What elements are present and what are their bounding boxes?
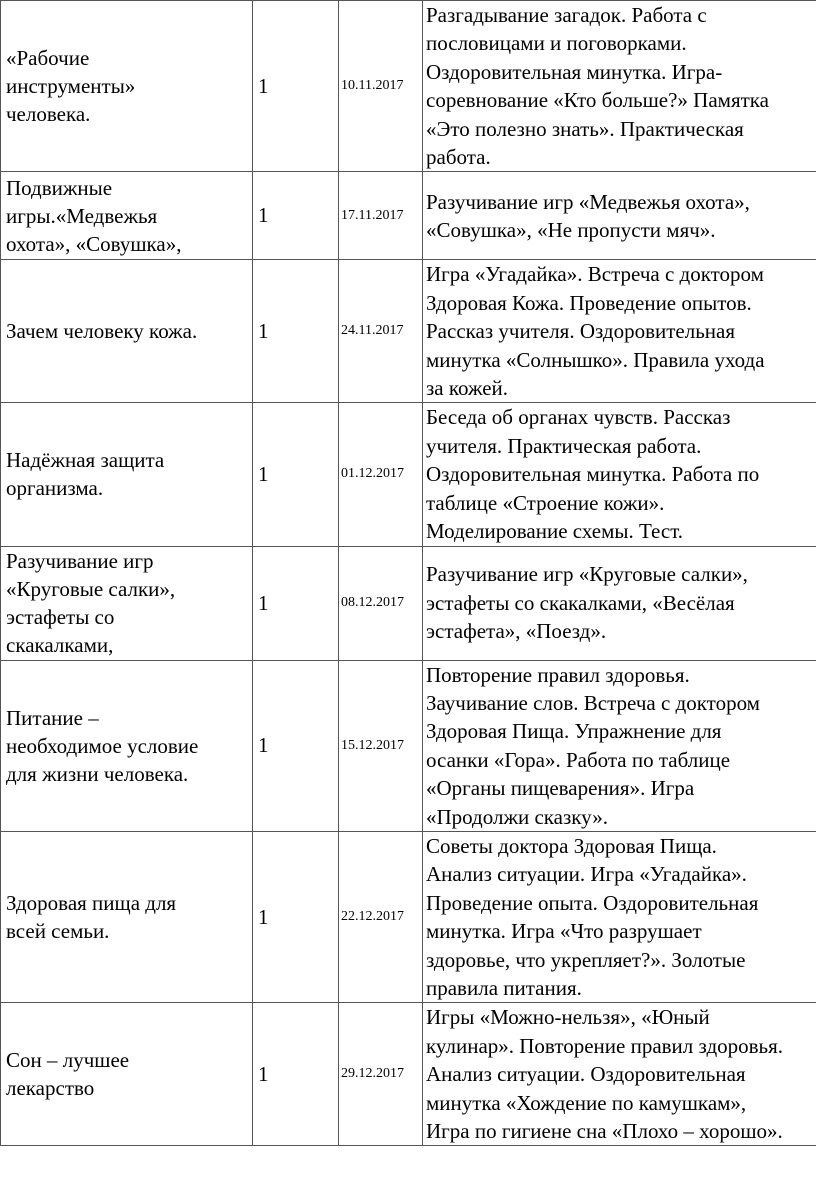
content-line: минутка «Хождение по камушкам», xyxy=(426,1090,747,1115)
content-line: Проведение опыта. Оздоровительная xyxy=(426,890,759,915)
content-cell xyxy=(423,831,816,1002)
content-cell xyxy=(423,260,816,403)
topic-cell xyxy=(1,1003,253,1146)
content-line: кулинар». Повторение правил здоровья. xyxy=(426,1033,784,1058)
topic-cell xyxy=(1,831,253,1002)
topic-cell xyxy=(1,660,253,831)
content-line: «Совушка», «Не пропусти мяч». xyxy=(426,217,716,242)
topic-line: инструменты» xyxy=(6,74,136,99)
content-line: таблице «Строение кожи». xyxy=(426,490,665,515)
hours-cell: 1 xyxy=(253,831,339,1002)
content-line: Игра по гигиене сна «Плохо – хорошо». xyxy=(426,1119,783,1143)
hours-cell: 1 xyxy=(253,403,339,546)
topic-line: Здоровая пища для xyxy=(6,891,177,916)
topic-cell xyxy=(1,403,253,546)
content-line: Беседа об органах чувств. Рассказ xyxy=(426,405,731,430)
content-line: за кожей. xyxy=(426,376,509,401)
content-cell xyxy=(423,546,816,660)
content-line: Повторение правил здоровья. xyxy=(426,662,690,687)
content-line: Советы доктора Здоровая Пища. xyxy=(426,833,717,858)
content-cell xyxy=(423,403,816,546)
topic-line: организма. xyxy=(6,476,104,501)
topic-line: необходимое условие xyxy=(6,733,199,758)
table-row xyxy=(1,831,816,1002)
date-cell: 17.11.2017 xyxy=(339,172,423,260)
topic-cell xyxy=(1,260,253,403)
date-cell: 10.11.2017 xyxy=(339,1,423,172)
hours-cell: 1 xyxy=(253,1003,339,1146)
content-line: Здоровая Кожа. Проведение опытов. xyxy=(426,290,752,315)
topic-line: человека. xyxy=(6,102,91,127)
topic-cell xyxy=(1,172,253,260)
content-cell xyxy=(423,1,816,172)
topic-line: Подвижные xyxy=(6,175,113,200)
content-line: Моделирование схемы. Тест. xyxy=(426,519,684,544)
hours-cell: 1 xyxy=(253,172,339,260)
content-cell xyxy=(423,1003,816,1146)
date-cell: 24.11.2017 xyxy=(339,260,423,403)
content-line: работа. xyxy=(426,145,491,170)
table-row xyxy=(1,1,816,172)
topic-line: Разучивание игр xyxy=(6,549,154,573)
content-cell xyxy=(423,172,816,260)
hours-cell: 1 xyxy=(253,660,339,831)
hours-cell: 1 xyxy=(253,1,339,172)
hours-cell: 1 xyxy=(253,260,339,403)
table-row xyxy=(1,660,816,831)
content-cell xyxy=(423,660,816,831)
topic-line: всей семьи. xyxy=(6,919,110,944)
content-line: Анализ ситуации. Игра «Угадайка». xyxy=(426,862,747,887)
topic-line: Надёжная защита xyxy=(6,448,165,473)
content-line: «Продолжи сказку». xyxy=(426,804,608,829)
topic-line: Зачем человеку кожа. xyxy=(6,319,198,344)
table-row xyxy=(1,260,816,403)
content-line: Заучивание слов. Встреча с доктором xyxy=(426,690,760,715)
content-line: минутка. Игра «Что разрушает xyxy=(426,919,702,944)
table-row xyxy=(1,172,816,260)
content-line: Оздоровительная минутка. Работа по xyxy=(426,462,760,487)
content-line: Игра «Угадайка». Встреча с доктором xyxy=(426,262,764,287)
topic-line: игры.«Медвежья xyxy=(6,203,158,228)
topic-line: охота», «Совушка», xyxy=(6,231,182,256)
content-line: эстафеты со скакалками, «Весёлая xyxy=(426,590,735,615)
table-row xyxy=(1,403,816,546)
topic-line: лекарство xyxy=(6,1076,95,1101)
date-cell: 08.12.2017 xyxy=(339,546,423,660)
content-line: минутка «Солнышко». Правила ухода xyxy=(426,347,765,372)
date-cell: 22.12.2017 xyxy=(339,831,423,1002)
topic-line: скакалками, xyxy=(6,633,114,657)
topic-line: Питание – xyxy=(6,705,99,730)
content-line: «Органы пищеварения». Игра xyxy=(426,776,695,801)
content-line: пословицами и поговорками. xyxy=(426,31,687,56)
topic-line: «Рабочие xyxy=(6,46,90,71)
content-line: эстафета», «Поезд». xyxy=(426,619,607,644)
content-line: Разучивание игр «Круговые салки», xyxy=(426,562,748,587)
content-line: Разгадывание загадок. Работа с xyxy=(426,3,707,27)
content-line: Здоровая Пища. Упражнение для xyxy=(426,719,722,744)
topic-line: для жизни человека. xyxy=(6,761,189,786)
content-line: соревнование «Кто больше?» Памятка xyxy=(426,88,770,113)
table-row xyxy=(1,1003,816,1146)
topic-cell xyxy=(1,546,253,660)
topic-cell xyxy=(1,1,253,172)
topic-line: «Круговые салки», xyxy=(6,577,176,601)
content-line: учителя. Практическая работа. xyxy=(426,433,702,458)
content-line: «Это полезно знать». Практическая xyxy=(426,116,744,141)
date-cell: 01.12.2017 xyxy=(339,403,423,546)
date-cell: 15.12.2017 xyxy=(339,660,423,831)
topic-line: Сон – лучшее xyxy=(6,1048,130,1073)
content-line: Игры «Можно-нельзя», «Юный xyxy=(426,1005,710,1030)
content-line: Рассказ учителя. Оздоровительная xyxy=(426,319,736,344)
topic-line: эстафеты со xyxy=(6,605,115,629)
content-line: правила питания. xyxy=(426,975,582,1000)
hours-cell: 1 xyxy=(253,546,339,660)
content-line: Оздоровительная минутка. Игра- xyxy=(426,59,723,84)
content-line: Разучивание игр «Медвежья охота», xyxy=(426,189,750,214)
content-line: здоровье, что укрепляет?». Золотые xyxy=(426,947,746,972)
table-row xyxy=(1,546,816,660)
date-cell: 29.12.2017 xyxy=(339,1003,423,1146)
content-line: Анализ ситуации. Оздоровительная xyxy=(426,1062,746,1087)
content-line: осанки «Гора». Работа по таблице xyxy=(426,747,731,772)
